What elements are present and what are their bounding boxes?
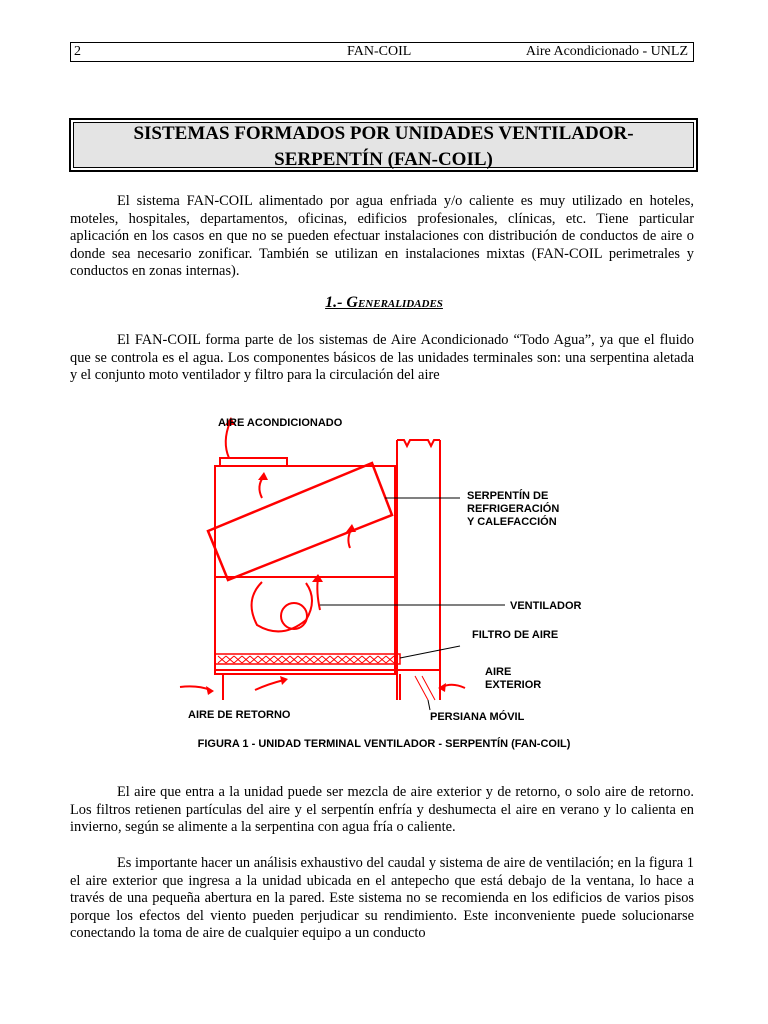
- page-number: 2: [74, 44, 81, 59]
- paragraph-intro: El sistema FAN-COIL alimentado por agua enfriada y/o caliente es muy utilizado en hoteles, moteles, hospitales, departamentos, oficinas, edificios profesionales, clínicas, etc. Tiene particular aplicación en los casos en que no se pueden efectuar instalaciones con distribución de conductos de aire o donde sea necesario zonificar. También se utilizan en instalaciones mixtas (FAN-COIL perimetrales y conductos en zonas internas).: [70, 193, 694, 279]
- label-persiana: PERSIANA MÓVIL: [430, 711, 525, 723]
- label-aire-exterior-2: EXTERIOR: [485, 679, 542, 691]
- label-ventilador: VENTILADOR: [510, 600, 582, 612]
- label-aire-acondicionado: AIRE ACONDICIONADO: [218, 417, 343, 429]
- fan-coil-diagram: [160, 400, 600, 730]
- section-heading: 1.- Generalidades: [325, 294, 443, 311]
- title-line-2: SERPENTÍN (FAN-COIL): [274, 149, 493, 170]
- label-serpentin-3: Y CALEFACCIÓN: [467, 516, 557, 528]
- paragraph-generalidades: El FAN-COIL forma parte de los sistemas de Aire Acondicionado “Todo Agua”, ya que el fluido que se controla es el agua. Los componentes básicos de las unidades terminales son: una serpentina aletada y el conjunto moto ventilador y filtro para la circulación del aire: [70, 332, 694, 383]
- header-center-title: FAN-COIL: [347, 44, 412, 59]
- label-serpentin-2: REFRIGERACIÓN: [467, 503, 560, 515]
- label-serpentin-1: SERPENTÍN DE: [467, 490, 549, 502]
- document-title-box: [69, 118, 698, 172]
- fan-coil-figure: [160, 400, 600, 735]
- figure-caption: FIGURA 1 - UNIDAD TERMINAL VENTILADOR - SERPENTÍN (FAN-COIL): [197, 738, 571, 750]
- outlet-grille: [220, 458, 287, 466]
- paragraph-aire: El aire que entra a la unidad puede ser mezcla de aire exterior y de retorno, o solo aire de retorno. Los filtros retienen partículas del aire y el serpentín enfría y deshumecta el aire en verano y lo calienta en invierno, según se alimente a la serpentina con agua fría o caliente.: [70, 784, 694, 835]
- label-aire-retorno: AIRE DE RETORNO: [188, 709, 291, 721]
- label-filtro: FILTRO DE AIRE: [472, 629, 559, 641]
- label-aire-exterior-1: AIRE: [485, 666, 512, 678]
- coil: [208, 463, 392, 580]
- fan-wheel: [281, 603, 307, 629]
- paragraph-ventilacion: Es importante hacer un análisis exhaustivo del caudal y sistema de aire de ventilación; en la figura 1 el aire exterior que ingresa a la unidad ubicada en el antepecho que está debajo de la ventana, lo hace a través de una pequeña abertura en la pared. Este sistema no se recomienda en los edificios de varios pisos porque los efectos del viento pueden perjudicar su rendimiento. Este inconveniente puede solucionarse conectando la toma de aire de cualquier equipo a un conducto: [70, 855, 694, 941]
- title-line-1: SISTEMAS FORMADOS POR UNIDADES VENTILADOR-: [133, 123, 634, 144]
- page-header: [70, 42, 694, 62]
- header-right-title: Aire Acondicionado - UNLZ: [525, 44, 688, 59]
- cabinet: [215, 466, 395, 674]
